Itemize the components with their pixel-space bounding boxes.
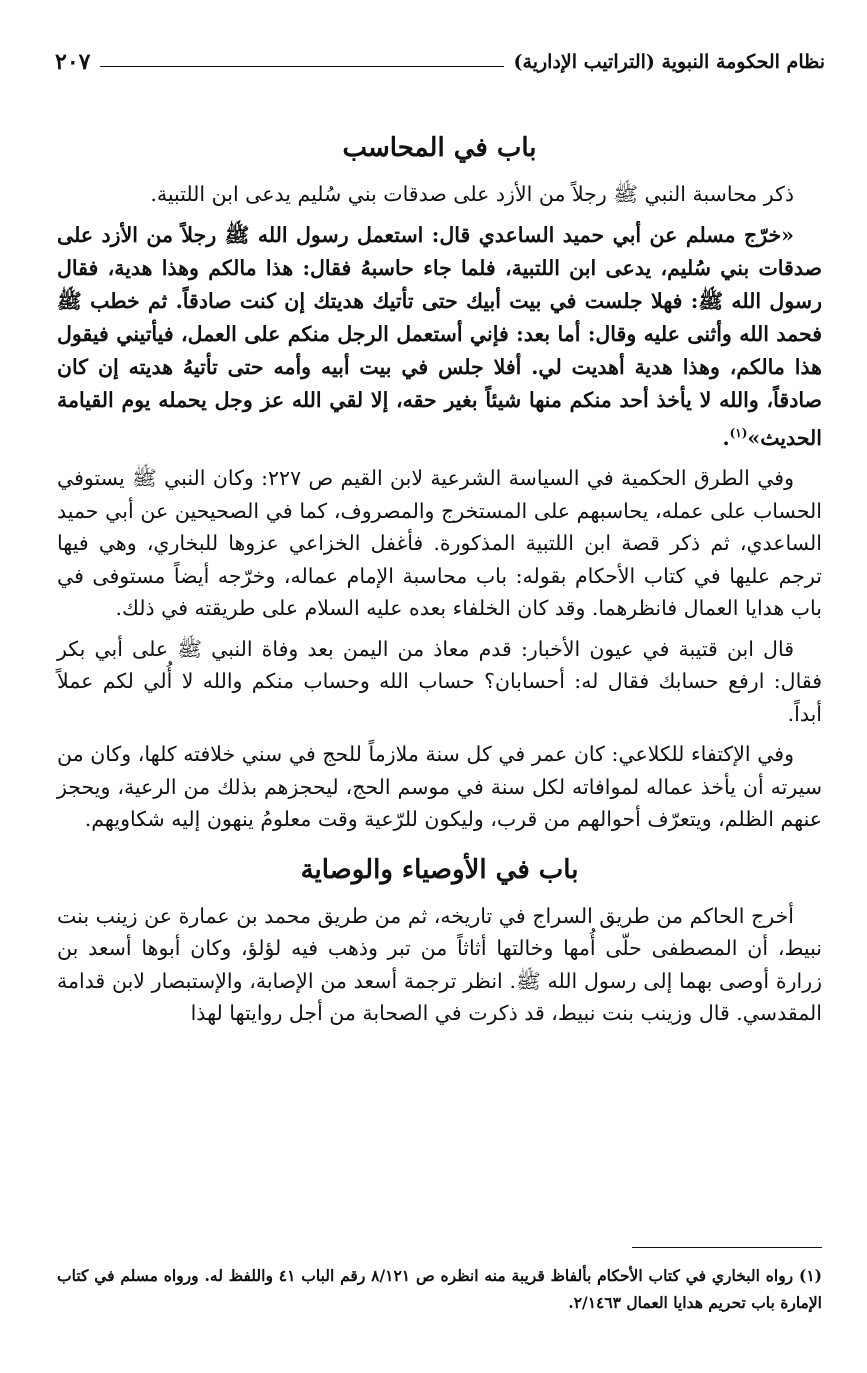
paragraph-intro: ذكر محاسبة النبي ﷺ رجلاً من الأزد على صدقات بني سُليم يدعى ابن اللتبية. [150,182,794,206]
footnote-rule [632,1247,822,1248]
main-text [57,128,822,1030]
page-header [55,42,825,82]
footnote-text: (١) رواه البخاري في كتاب الأحكام بألفاظ قريبة منه انظره ص ٨/١٢١ رقم الباب ٤١ واللفظ له. ورواه مسلم في كتاب الإمارة باب تحريم هدايا العمال ٢/١٤٦٣. [57,1266,823,1312]
footnote-area [57,1247,822,1316]
paragraph-ibn-qutayba: قال ابن قتيبة في عيون الأخبار: قدم معاذ من اليمن بعد وفاة النبي ﷺ على أبي بكر فقال: ارفع حسابك فقال له: أحسابان؟ حساب الله وحساب منكم والله لا أُلي لكم عملاً أبداً. [57,636,822,726]
section-heading-accountant: باب في المحاسب [342,133,537,163]
paragraph-hakim: أخرج الحاكم من طريق السراج في تاريخه، ثم من طريق محمد بن عمارة عن زينب بنت نبيط، أن المصطفى حلّى أُمها وخالتها أثاثاً من تبر وذهب فيه لؤلؤ، وكان أبوها أسعد بن زرارة أوصى بهما إلى رسول الله ﷺ. انظر ترجمة أسعد من الإصابة، والإستبصار لابن قدامة المقدسي. قال وزينب بنت نبيط، قد ذكرت في الصحابة من أجل روايتها لهذا [57,903,822,1026]
header-rule [100,66,503,67]
footnote-marker: (١) [729,425,748,440]
paragraph-ibn-qayyim: وفي الطرق الحكمية في السياسة الشرعية لابن القيم ص ٢٢٧: وكان النبي ﷺ يستوفي الحساب على عمله، يحاسبهم على المستخرج والمصروف، كما في الصحيحين عن أبي حميد الساعدي، ثم ذكر قصة ابن اللتبية المذكورة. فأغفل الخزاعي عزوها للبخاري، وهي فيها ترجم عليها في كتاب الأحكام بقوله: باب محاسبة الإمام عماله، وخرّجه أيضاً مستوفى في باب هدايا العمال فانظرهما. وقد كان الخلفاء بعده عليه السلام على طريقته في ذلك. [57,466,822,621]
section-heading-guardians: باب في الأوصياء والوصاية [300,854,579,885]
page-number: ٢٠٧ [55,49,91,75]
hadith-text: «خرّج مسلم عن أبي حميد الساعدي قال: استعمل رسول الله ﷺ رجلاً من الأزد على صدقات بني سُليم، يدعى ابن اللتبية، فلما جاء حاسبهُ فقال: هذا مالكم وهذا هدية، فقال رسول الله ﷺ: فهلا جلست في بيت أبيك حتى تأتيك هديتك إن كنت صادقاً. ثم خطب ﷺ فحمد الله وأثنى عليه وقال: أما بعد: فإني أستعمل الرجل منكم على العمل، فيأتيني فيقول هذا مالكم، وهذا هدية أهديت لي. أفلا جلس في بيت أبيه وأمه حتى تأتيهُ هديته إن كان صادقاً، والله لا يأخذ أحد منكم منها شيئاً بغير حقه، إلا لقي الله عز وجل يحمله يوم القيامة الحديث» [57,222,822,450]
hadith-trailing: . [722,425,730,450]
paragraph-kalai: وفي الإكتفاء للكلاعي: كان عمر في كل سنة ملازماً للحج في سني خلافته كلها، وكان من سيرته أن يأخذ عماله لموافاته لكل سنة في موسم الحج، ليحجزهم بذلك من الرعية، ويحجز عنهم الظلم، ويتعرّف أحوالهم من قرب، وليكون للرّعية وقت معلومُ ينهون إليه شكاويهم. [57,742,822,832]
running-title: نظام الحكومة النبوية (التراتيب الإدارية) [513,51,825,73]
paragraph-hadith [57,219,822,455]
